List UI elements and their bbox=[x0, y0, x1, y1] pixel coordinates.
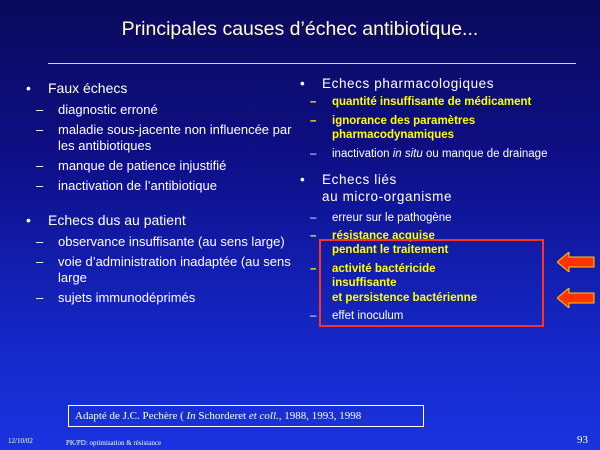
dash-icon: – bbox=[310, 96, 317, 108]
dash-icon: – bbox=[310, 229, 317, 242]
list-item: – erreur sur le pathogène bbox=[310, 212, 452, 224]
list-item: – effet inoculum bbox=[310, 310, 404, 322]
section-heading: Echecs pharmacologiques bbox=[322, 76, 495, 91]
list-item: – inactivation de l’antibiotique bbox=[36, 178, 217, 193]
section-heading: Faux échecs bbox=[48, 80, 128, 96]
list-item: – voie d’administration inadaptée (au sens large bbox=[36, 254, 291, 285]
highlight-box bbox=[319, 239, 544, 327]
bullet-icon: • bbox=[300, 76, 306, 91]
section-heading: au micro-organisme bbox=[322, 189, 453, 204]
list-item: – manque de patience injustifié bbox=[36, 158, 227, 173]
dash-icon: – bbox=[36, 254, 44, 269]
left-column bbox=[24, 80, 294, 306]
dash-icon: – bbox=[36, 178, 44, 193]
arrow-left-icon bbox=[557, 288, 595, 308]
dash-icon: – bbox=[36, 290, 44, 305]
dash-icon: – bbox=[36, 234, 44, 249]
section-heading: Echecs dus au patient bbox=[48, 212, 186, 228]
dash-icon: – bbox=[36, 158, 44, 173]
section-heading: Echecs liés bbox=[322, 172, 397, 187]
section-echecs-pharmacologiques bbox=[298, 75, 598, 92]
dash-icon: – bbox=[310, 262, 317, 275]
dash-icon: – bbox=[310, 147, 317, 160]
list-item: – sujets immunodéprimés bbox=[36, 290, 196, 305]
list-item: – maladie sous-jacente non influencée par les antibiotiques bbox=[36, 122, 292, 153]
dash-icon: – bbox=[310, 212, 317, 224]
dash-icon: – bbox=[36, 102, 44, 117]
slide-title: Principales causes d’échec antibiotique... bbox=[121, 18, 479, 40]
list-item: – diagnostic erroné bbox=[36, 102, 158, 117]
citation-box: Adapté de J.C. Pechère ( In Schorderet et coll., 1988, 1993, 1998 bbox=[68, 405, 424, 427]
page-number: 93 bbox=[577, 434, 588, 446]
list-item: – quantité insuffisante de médicament bbox=[310, 96, 532, 108]
list-item: – résistance acquise pendant le traitement bbox=[310, 229, 449, 256]
bullet-icon: • bbox=[26, 80, 31, 96]
dash-icon: – bbox=[36, 122, 44, 137]
list-item: – observance insuffisante (au sens large) bbox=[36, 234, 285, 249]
section-faux-echecs bbox=[24, 80, 294, 97]
dash-icon: – bbox=[310, 310, 317, 322]
dash-icon: – bbox=[310, 114, 317, 127]
list-item: – ignorance des paramètres pharmacodynamiques bbox=[310, 114, 476, 141]
title-divider bbox=[48, 63, 576, 64]
bullet-icon: • bbox=[26, 212, 31, 228]
list-item: – inactivation in situ ou manque de drainage bbox=[310, 147, 548, 160]
footer-date: 12/10/02 bbox=[8, 437, 33, 445]
section-echecs-patient bbox=[24, 212, 294, 229]
section-echecs-micro-organisme bbox=[298, 171, 598, 205]
list-item: – activité bactéricide insuffisante et persistence bactérienne bbox=[310, 262, 478, 304]
bullet-icon: • bbox=[300, 172, 306, 187]
footer-label: PK/PD: optimisation & résistance bbox=[66, 439, 162, 447]
arrow-left-icon bbox=[557, 252, 595, 272]
